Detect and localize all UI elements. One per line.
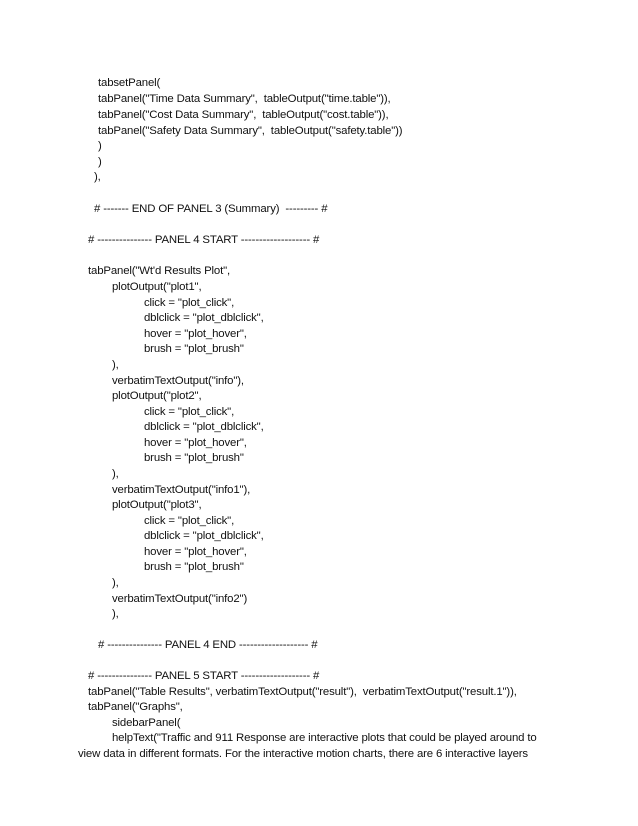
code-line: sidebarPanel(	[112, 717, 181, 729]
code-line: helpText("Traffic and 911 Response are interactive plots that could be played around to	[112, 732, 537, 744]
section-comment: # --------------- PANEL 5 START ------------------- #	[88, 670, 320, 682]
code-line: hover = "plot_hover",	[144, 437, 247, 449]
section-comment: # --------------- PANEL 4 END ------------------- #	[98, 639, 318, 651]
code-line: ),	[112, 577, 119, 589]
code-line: brush = "plot_brush"	[144, 343, 244, 355]
code-line: dblclick = "plot_dblclick",	[144, 530, 264, 542]
code-line: hover = "plot_hover",	[144, 546, 247, 558]
code-line: )	[98, 140, 102, 152]
code-line: verbatimTextOutput("info"),	[112, 375, 244, 387]
code-line: tabsetPanel(	[98, 77, 161, 89]
code-line: tabPanel("Cost Data Summary", tableOutput("cost.table")),	[98, 109, 389, 121]
section-comment: # ------- END OF PANEL 3 (Summary) --------- #	[94, 203, 328, 215]
code-line: ),	[112, 359, 119, 371]
section-comment: # --------------- PANEL 4 START ------------------- #	[88, 234, 320, 246]
code-line: brush = "plot_brush"	[144, 452, 244, 464]
code-line: click = "plot_click",	[144, 297, 235, 309]
code-line: ),	[112, 608, 119, 620]
code-line: ),	[94, 171, 101, 183]
code-line: click = "plot_click",	[144, 406, 235, 418]
code-line: tabPanel("Wt'd Results Plot",	[88, 265, 231, 277]
code-line: hover = "plot_hover",	[144, 328, 247, 340]
code-line: plotOutput("plot1",	[112, 281, 202, 293]
code-line: plotOutput("plot3",	[112, 499, 202, 511]
code-line: dblclick = "plot_dblclick",	[144, 312, 264, 324]
code-line: click = "plot_click",	[144, 515, 235, 527]
code-line: ),	[112, 468, 119, 480]
code-line: tabPanel("Safety Data Summary", tableOutput("safety.table"))	[98, 125, 403, 137]
code-line: )	[98, 156, 102, 168]
code-line: plotOutput("plot2",	[112, 390, 202, 402]
code-line: dblclick = "plot_dblclick",	[144, 421, 264, 433]
code-line: tabPanel("Time Data Summary", tableOutput("time.table")),	[98, 93, 391, 105]
code-line: brush = "plot_brush"	[144, 561, 244, 573]
code-line: verbatimTextOutput("info2")	[112, 593, 248, 605]
code-line: view data in different formats. For the interactive motion charts, there are 6 interactive layers	[78, 748, 528, 760]
code-line: tabPanel("Graphs",	[88, 701, 183, 713]
code-line: tabPanel("Table Results", verbatimTextOutput("result"), verbatimTextOutput("result.1")),	[88, 686, 517, 698]
code-line: verbatimTextOutput("info1"),	[112, 484, 251, 496]
